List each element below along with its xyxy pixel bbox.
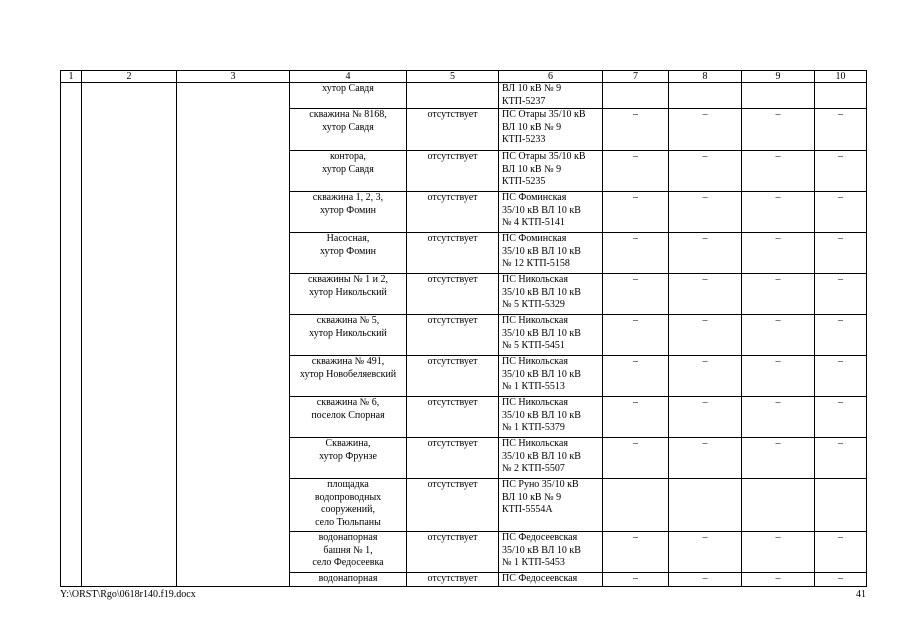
value-cell-c7: – — [603, 397, 669, 438]
column-header-1: 1 — [61, 71, 82, 83]
object-line: село Тюльпаны — [315, 516, 381, 528]
value-cell-c7: – — [603, 573, 669, 587]
value-cell-c7: – — [603, 532, 669, 573]
object-line: хутор Фомин — [319, 245, 377, 257]
power-source-line: КТП-5237 — [502, 95, 546, 107]
object-line: хутор Никольский — [309, 286, 387, 298]
value-cell-c10: – — [815, 192, 867, 233]
power-source-cell — [499, 233, 603, 274]
value-cell-c7: – — [603, 151, 669, 192]
power-source-cell — [499, 315, 603, 356]
object-line: площадка — [327, 479, 369, 491]
page-number: 41 — [856, 589, 866, 600]
object-line: скважина № 491, — [311, 356, 385, 368]
column-header-8: 8 — [669, 71, 742, 83]
object-line: Насосная, — [326, 233, 370, 245]
power-source-cell — [499, 573, 603, 587]
value-cell-c9: – — [742, 438, 815, 479]
value-cell-c9: – — [742, 109, 815, 151]
value-cell-c10: – — [815, 438, 867, 479]
status-cell: отсутствует — [407, 151, 499, 192]
power-source-cell — [499, 192, 603, 233]
status-cell: отсутствует — [407, 233, 499, 274]
object-line: хутор Савдя — [322, 163, 374, 175]
value-cell-c8: – — [669, 109, 742, 151]
object-cell — [290, 274, 407, 315]
object-cell — [290, 573, 407, 587]
power-source-line: ПС Никольская — [502, 438, 568, 450]
value-cell-c7: – — [603, 438, 669, 479]
value-cell-c7: – — [603, 233, 669, 274]
status-cell: отсутствует — [407, 573, 499, 587]
value-cell-c9: – — [742, 151, 815, 192]
status-cell: отсутствует — [407, 356, 499, 397]
value-cell-c8: – — [669, 573, 742, 587]
value-cell-c8: – — [669, 274, 742, 315]
column-number-row — [61, 71, 867, 83]
power-source-line: 35/10 кВ ВЛ 10 кВ — [502, 544, 581, 556]
object-line: скважины № 1 и 2, — [307, 274, 389, 286]
power-source-line: № 1 КТП-5513 — [502, 381, 565, 393]
object-line: поселок Спорная — [311, 409, 385, 421]
power-source-cell — [499, 109, 603, 151]
object-line: скважина № 8168, — [309, 109, 387, 121]
object-line: Скважина, — [325, 438, 371, 450]
object-line: хутор Фрунзе — [319, 450, 377, 462]
object-cell — [290, 479, 407, 532]
power-source-line: ПС Федосеевская — [502, 532, 578, 544]
object-cell — [290, 233, 407, 274]
power-source-line: 35/10 кВ ВЛ 10 кВ — [502, 327, 581, 339]
power-source-line: ВЛ 10 кВ № 9 — [502, 491, 562, 503]
object-line: водонапорная — [318, 532, 378, 544]
value-cell-c10: – — [815, 109, 867, 151]
power-source-line: ПС Никольская — [502, 274, 568, 286]
power-source-cell — [499, 274, 603, 315]
status-cell: отсутствует — [407, 532, 499, 573]
value-cell-c8: – — [669, 438, 742, 479]
value-cell-c7 — [603, 479, 669, 532]
power-source-line: № 5 КТП-5329 — [502, 299, 565, 311]
value-cell-c9: – — [742, 532, 815, 573]
object-line: хутор Новобеляевский — [299, 368, 397, 380]
object-cell — [290, 397, 407, 438]
power-source-line: ПС Никольская — [502, 356, 568, 368]
value-cell-c10: – — [815, 356, 867, 397]
power-source-line: ВЛ 10 кВ № 9 — [502, 83, 562, 94]
value-cell-c10 — [815, 479, 867, 532]
power-source-line: ПС Федосеевская — [502, 573, 578, 585]
value-cell-c8: – — [669, 356, 742, 397]
column-header-3: 3 — [177, 71, 290, 83]
value-cell-c7: – — [603, 109, 669, 151]
status-cell: отсутствует — [407, 397, 499, 438]
object-cell — [290, 438, 407, 479]
value-cell-c9 — [742, 83, 815, 109]
value-cell-c7: – — [603, 356, 669, 397]
object-line: село Федосеевка — [312, 557, 384, 569]
power-source-line: ПС Никольская — [502, 315, 568, 327]
power-source-cell — [499, 397, 603, 438]
column-header-2: 2 — [82, 71, 177, 83]
value-cell-c9: – — [742, 233, 815, 274]
power-source-cell — [499, 356, 603, 397]
power-source-line: КТП-5554А — [502, 504, 553, 516]
file-path: Y:\ORST\Rgo\0618r140.f19.docx — [60, 589, 196, 600]
value-cell-c10: – — [815, 532, 867, 573]
power-source-line: 35/10 кВ ВЛ 10 кВ — [502, 286, 581, 298]
power-source-cell — [499, 438, 603, 479]
object-line: хутор Савдя — [322, 83, 374, 94]
power-source-line: № 4 КТП-5141 — [502, 217, 565, 229]
status-cell — [407, 83, 499, 109]
power-source-line: ПС Отары 35/10 кВ — [502, 151, 586, 163]
value-cell-c9 — [742, 479, 815, 532]
power-source-line: КТП-5235 — [502, 176, 546, 188]
power-source-line: 35/10 кВ ВЛ 10 кВ — [502, 245, 581, 257]
power-source-line: ПС Отары 35/10 кВ — [502, 109, 586, 121]
object-line: хутор Фомин — [319, 204, 377, 216]
power-source-line: ВЛ 10 кВ № 9 — [502, 163, 562, 175]
power-source-line: ПС Руно 35/10 кВ — [502, 479, 579, 491]
object-line: контора, — [330, 151, 366, 163]
status-cell: отсутствует — [407, 274, 499, 315]
table-row — [61, 83, 867, 109]
status-cell: отсутствует — [407, 192, 499, 233]
value-cell-c10: – — [815, 274, 867, 315]
power-source-cell — [499, 479, 603, 532]
column-header-10: 10 — [815, 71, 867, 83]
object-cell — [290, 356, 407, 397]
power-source-line: 35/10 кВ ВЛ 10 кВ — [502, 450, 581, 462]
value-cell-c10 — [815, 83, 867, 109]
value-cell-c8 — [669, 479, 742, 532]
object-line: сооружений, — [321, 504, 375, 516]
power-source-line: № 1 КТП-5379 — [502, 422, 565, 434]
column-header-5: 5 — [407, 71, 499, 83]
object-line: скважина № 5, — [316, 315, 380, 327]
power-source-line: № 5 КТП-5451 — [502, 340, 565, 352]
object-cell — [290, 151, 407, 192]
object-line: башня № 1, — [323, 544, 373, 556]
object-line: скважина № 6, — [316, 397, 380, 409]
column-header-6: 6 — [499, 71, 603, 83]
object-line: скважина 1, 2, 3, — [312, 192, 384, 204]
merged-cell-2 — [82, 83, 177, 587]
value-cell-c10: – — [815, 315, 867, 356]
value-cell-c8: – — [669, 233, 742, 274]
power-source-line: № 2 КТП-5507 — [502, 463, 565, 475]
power-source-line: № 1 КТП-5453 — [502, 557, 565, 569]
value-cell-c9: – — [742, 356, 815, 397]
object-line: хутор Савдя — [322, 121, 374, 133]
column-header-7: 7 — [603, 71, 669, 83]
object-line: водопроводных — [314, 491, 382, 503]
value-cell-c7 — [603, 83, 669, 109]
object-cell — [290, 315, 407, 356]
object-cell — [290, 109, 407, 151]
table-body — [61, 83, 867, 587]
value-cell-c8: – — [669, 192, 742, 233]
object-line: хутор Никольский — [309, 327, 387, 339]
power-source-line: 35/10 кВ ВЛ 10 кВ — [502, 368, 581, 380]
status-cell: отсутствует — [407, 109, 499, 151]
status-cell: отсутствует — [407, 438, 499, 479]
column-header-9: 9 — [742, 71, 815, 83]
value-cell-c9: – — [742, 315, 815, 356]
power-source-line: КТП-5233 — [502, 134, 546, 146]
object-cell — [290, 532, 407, 573]
power-source-line: ПС Никольская — [502, 397, 568, 409]
object-cell — [290, 192, 407, 233]
value-cell-c7: – — [603, 315, 669, 356]
value-cell-c8: – — [669, 532, 742, 573]
data-table — [60, 70, 867, 587]
value-cell-c9: – — [742, 274, 815, 315]
value-cell-c7: – — [603, 274, 669, 315]
value-cell-c10: – — [815, 573, 867, 587]
status-cell: отсутствует — [407, 479, 499, 532]
power-source-line: 35/10 кВ ВЛ 10 кВ — [502, 204, 581, 216]
value-cell-c9: – — [742, 397, 815, 438]
value-cell-c8: – — [669, 151, 742, 192]
power-source-cell — [499, 151, 603, 192]
power-source-line: № 12 КТП-5158 — [502, 258, 570, 270]
status-cell: отсутствует — [407, 315, 499, 356]
value-cell-c8: – — [669, 397, 742, 438]
merged-cell-3 — [177, 83, 290, 587]
value-cell-c9: – — [742, 573, 815, 587]
power-source-cell — [499, 83, 603, 109]
value-cell-c7: – — [603, 192, 669, 233]
power-source-cell — [499, 532, 603, 573]
object-line: водонапорная — [318, 573, 378, 585]
merged-cell-1 — [61, 83, 82, 587]
power-source-line: ВЛ 10 кВ № 9 — [502, 121, 562, 133]
power-source-line: ПС Фоминская — [502, 233, 567, 245]
column-header-4: 4 — [290, 71, 407, 83]
value-cell-c10: – — [815, 233, 867, 274]
value-cell-c8 — [669, 83, 742, 109]
power-source-line: 35/10 кВ ВЛ 10 кВ — [502, 409, 581, 421]
value-cell-c10: – — [815, 397, 867, 438]
value-cell-c10: – — [815, 151, 867, 192]
object-cell — [290, 83, 407, 109]
value-cell-c8: – — [669, 315, 742, 356]
power-source-line: ПС Фоминская — [502, 192, 567, 204]
value-cell-c9: – — [742, 192, 815, 233]
